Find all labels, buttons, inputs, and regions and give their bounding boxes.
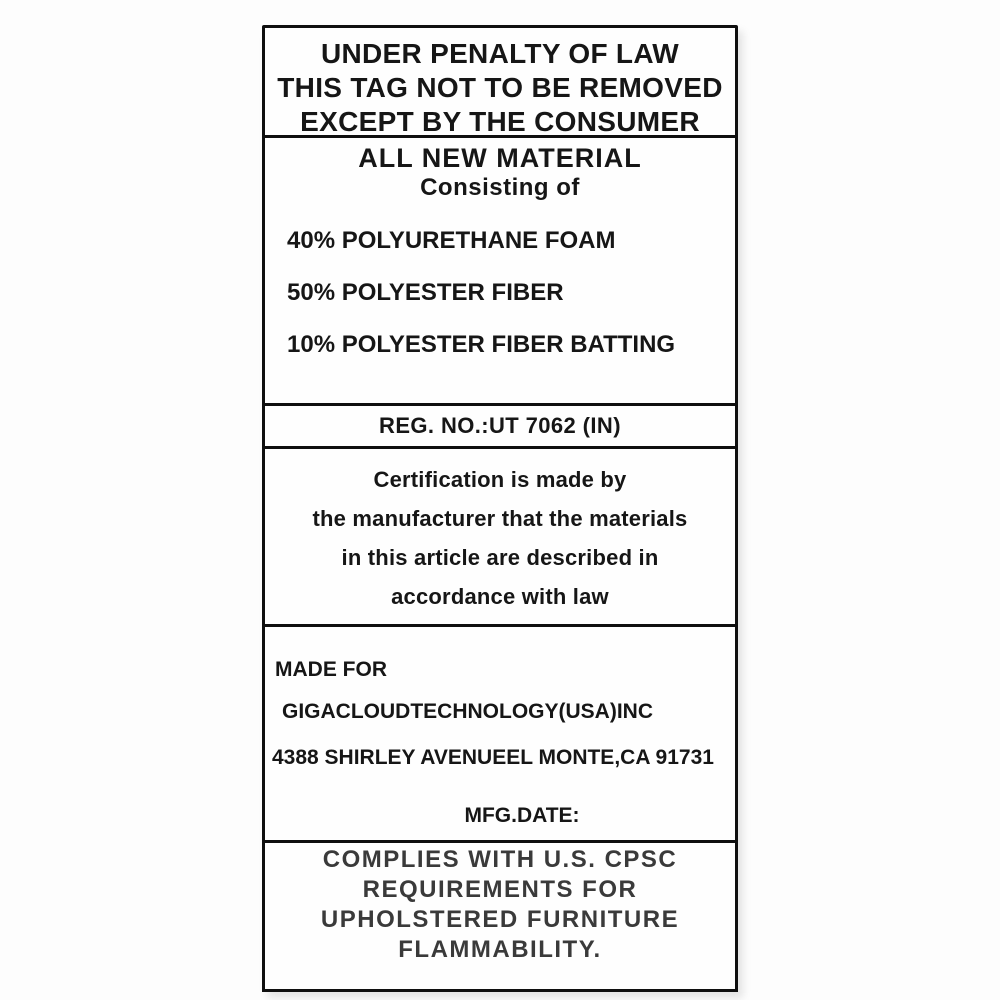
materials-heading: ALL NEW MATERIAL (358, 143, 642, 173)
material-item-1: 40% POLYURETHANE FOAM (287, 227, 616, 254)
certification-section (262, 446, 738, 627)
manufacturer-address: 4388 SHIRLEY AVENUEEL MONTE,CA 91731 (272, 746, 714, 769)
compliance-line-4: FLAMMABILITY. (398, 936, 602, 963)
warning-line-3: EXCEPT BY THE CONSUMER (300, 106, 700, 137)
manufacturer-name: GIGACLOUDTECHNOLOGY(USA)INC (282, 700, 653, 723)
compliance-line-1: COMPLIES WITH U.S. CPSC (322, 846, 678, 873)
registration-number: REG. NO.:UT 7062 (IN) (379, 413, 621, 438)
materials-subheading: Consisting of (420, 174, 580, 201)
made-for-section (262, 624, 738, 843)
material-item-3: 10% POLYESTER FIBER BATTING (287, 331, 676, 358)
law-label-tag (262, 25, 738, 992)
made-for-label: MADE FOR (275, 658, 387, 681)
certification-line-4: accordance with law (391, 584, 609, 609)
warning-line-2: THIS TAG NOT TO BE REMOVED (277, 72, 723, 103)
material-item-2: 50% POLYESTER FIBER (287, 279, 564, 306)
registration-section (262, 403, 738, 449)
certification-line-1: Certification is made by (373, 467, 627, 492)
warning-line-1: UNDER PENALTY OF LAW (320, 38, 680, 69)
materials-section (262, 135, 738, 406)
warning-section (262, 25, 738, 138)
certification-line-3: in this article are described in (341, 545, 659, 570)
compliance-section (262, 840, 738, 992)
compliance-line-2: REQUIREMENTS FOR (362, 876, 638, 903)
mfg-date-label: MFG.DATE: (464, 804, 580, 827)
certification-line-2: the manufacturer that the materials (312, 506, 688, 531)
compliance-line-3: UPHOLSTERED FURNITURE (320, 906, 680, 933)
